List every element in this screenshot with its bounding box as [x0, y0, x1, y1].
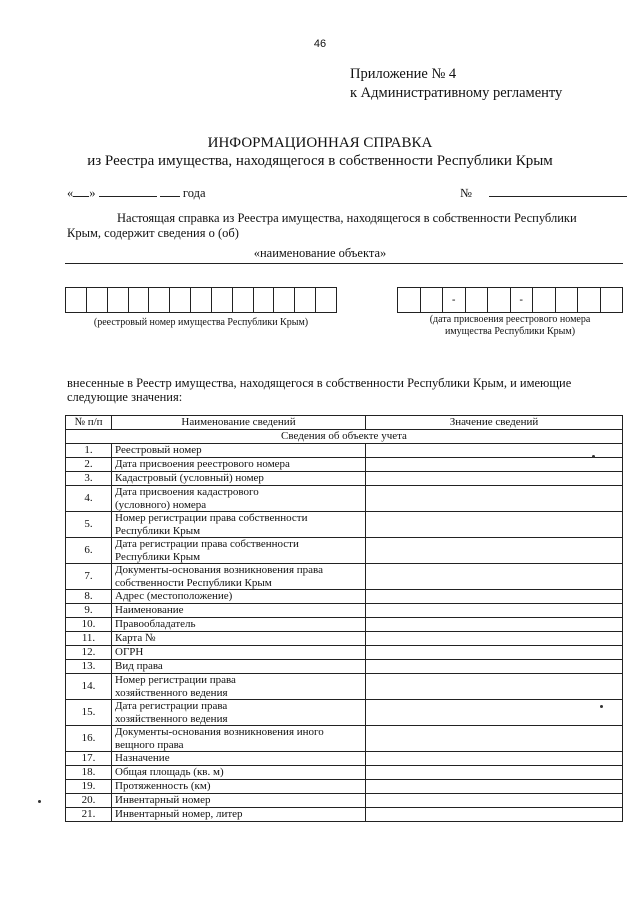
row-name-line: хозяйственного ведения — [115, 686, 228, 699]
box-cell — [466, 288, 489, 312]
row-number: 19. — [66, 780, 112, 794]
row-name — [112, 604, 366, 618]
row-name — [112, 538, 366, 564]
date-dash: - — [511, 288, 534, 312]
registry-number-caption: (реестровый номер имущества Республики Крым) — [93, 317, 309, 328]
row-number: 10. — [66, 618, 112, 632]
row-number: 21. — [66, 808, 112, 822]
row-value — [366, 538, 623, 564]
table-header-row — [66, 416, 623, 430]
table-row — [66, 780, 623, 794]
row-name — [112, 726, 366, 752]
box-cell — [191, 288, 212, 312]
box-cell — [488, 288, 511, 312]
row-value — [366, 486, 623, 512]
document-title: ИНФОРМАЦИОННАЯ СПРАВКА — [207, 135, 433, 151]
table-row — [66, 674, 623, 700]
row-name-line: Республики Крым — [115, 524, 201, 537]
row-value — [366, 618, 623, 632]
row-name-line: Документы-основания возникновения иного — [115, 726, 324, 738]
date-dash: - — [443, 288, 466, 312]
day-blank — [73, 185, 89, 197]
entered-line-2: следующие значения: — [67, 390, 183, 404]
row-value — [366, 444, 623, 458]
date-line — [67, 185, 206, 201]
registry-info-table — [65, 415, 623, 822]
table-row — [66, 808, 623, 822]
row-value — [366, 674, 623, 700]
box-cell — [233, 288, 254, 312]
row-name — [112, 472, 366, 486]
row-number: 17. — [66, 752, 112, 766]
row-name-line: ОГРН — [115, 646, 144, 659]
table-row — [66, 444, 623, 458]
row-name-line: Документы-основания возникновения права — [115, 564, 323, 576]
col-header-value: Значение сведений — [366, 416, 623, 430]
appendix-line-1: Приложение № 4 — [350, 66, 457, 82]
row-name-line: Карта № — [115, 632, 156, 645]
row-value — [366, 512, 623, 538]
box-cell — [601, 288, 623, 312]
row-name-line: Реестровый номер — [115, 444, 202, 457]
row-number: 1. — [66, 444, 112, 458]
box-cell — [129, 288, 150, 312]
scan-mark — [592, 455, 595, 458]
row-name — [112, 564, 366, 590]
box-cell — [254, 288, 275, 312]
row-name — [112, 766, 366, 780]
row-name-line: хозяйственного ведения — [115, 712, 228, 725]
row-name-line: Назначение — [115, 752, 170, 765]
row-name — [112, 646, 366, 660]
row-name — [112, 632, 366, 646]
table-row — [66, 752, 623, 766]
row-number: 7. — [66, 564, 112, 590]
page-number: 46 — [313, 38, 327, 50]
row-name-line: Инвентарный номер, литер — [115, 808, 243, 821]
table-row — [66, 472, 623, 486]
table-row — [66, 794, 623, 808]
row-value — [366, 564, 623, 590]
row-name-line: Дата регистрации права — [115, 700, 228, 712]
row-value — [366, 590, 623, 604]
table-row — [66, 604, 623, 618]
number-line — [460, 185, 627, 201]
box-cell — [66, 288, 87, 312]
row-name — [112, 674, 366, 700]
row-value — [366, 794, 623, 808]
row-name-line: Номер регистрации права — [115, 674, 236, 686]
row-name-line: Инвентарный номер — [115, 794, 211, 807]
box-cell — [421, 288, 444, 312]
row-value — [366, 458, 623, 472]
table-row — [66, 766, 623, 780]
row-number: 4. — [66, 486, 112, 512]
table-row — [66, 512, 623, 538]
row-number: 8. — [66, 590, 112, 604]
table-row — [66, 458, 623, 472]
row-name-line: собственности Республики Крым — [115, 576, 272, 589]
row-value — [366, 780, 623, 794]
table-row — [66, 486, 623, 512]
row-name-line: (условного) номера — [115, 498, 207, 511]
row-number: 2. — [66, 458, 112, 472]
registry-date-caption-line-2: имущества Республики Крым) — [444, 326, 576, 337]
row-number: 9. — [66, 604, 112, 618]
row-name-line: Республики Крым — [115, 550, 201, 563]
quote-close: » — [89, 186, 96, 200]
row-name-line: Номер регистрации права собственности — [115, 512, 308, 524]
row-name — [112, 660, 366, 674]
registry-number-boxes — [65, 287, 337, 313]
row-name-line: Наименование — [115, 604, 184, 617]
row-name — [112, 808, 366, 822]
box-cell — [149, 288, 170, 312]
row-name — [112, 752, 366, 766]
table-row — [66, 726, 623, 752]
object-name-placeholder: «наименование объекта» — [253, 246, 387, 260]
row-name — [112, 512, 366, 538]
scan-mark — [600, 705, 603, 708]
appendix-line-2: к Административному регламенту — [350, 85, 563, 101]
row-value — [366, 766, 623, 780]
row-value — [366, 700, 623, 726]
row-name-line: Вид права — [115, 660, 163, 673]
row-name-line: Правообладатель — [115, 618, 196, 631]
row-name-line: Адрес (местоположение) — [115, 590, 233, 603]
col-header-number: № п/п — [66, 416, 112, 430]
object-name-underline — [65, 263, 623, 264]
table-row — [66, 564, 623, 590]
row-number: 11. — [66, 632, 112, 646]
scan-mark — [38, 800, 41, 803]
row-value — [366, 632, 623, 646]
box-cell — [578, 288, 601, 312]
row-name — [112, 590, 366, 604]
document-subtitle: из Реестра имущества, находящегося в собственности Республики Крым — [87, 153, 553, 169]
box-cell — [212, 288, 233, 312]
registry-date-caption-line-1: (дата присвоения реестрового номера — [429, 314, 591, 325]
registry-date-caption — [397, 314, 623, 338]
row-name-line: Дата регистрации права собственности — [115, 538, 299, 550]
row-name-line: Общая площадь (кв. м) — [115, 766, 224, 779]
row-number: 13. — [66, 660, 112, 674]
row-number: 16. — [66, 726, 112, 752]
year-word: года — [182, 186, 206, 200]
row-value — [366, 808, 623, 822]
number-sign: № — [460, 186, 472, 200]
row-number: 14. — [66, 674, 112, 700]
section-title: Сведения об объекте учета — [66, 430, 623, 444]
number-blank — [489, 185, 627, 197]
month-blank — [99, 185, 157, 197]
intro-line-1: Настоящая справка из Реестра имущества, находящегося в собственности Республики — [117, 211, 577, 225]
box-cell — [533, 288, 556, 312]
row-number: 18. — [66, 766, 112, 780]
row-name — [112, 444, 366, 458]
table-row — [66, 618, 623, 632]
row-name-line: Протяженность (км) — [115, 780, 211, 793]
row-value — [366, 726, 623, 752]
row-number: 3. — [66, 472, 112, 486]
row-name — [112, 780, 366, 794]
table-row — [66, 660, 623, 674]
col-header-name: Наименование сведений — [112, 416, 366, 430]
box-cell — [556, 288, 579, 312]
row-value — [366, 660, 623, 674]
row-name — [112, 700, 366, 726]
table-row — [66, 646, 623, 660]
registry-date-boxes — [397, 287, 623, 313]
row-name — [112, 618, 366, 632]
row-name-line: Дата присвоения реестрового номера — [115, 458, 290, 471]
row-value — [366, 752, 623, 766]
box-cell — [170, 288, 191, 312]
entered-line-1: внесенные в Реестр имущества, находящегося в собственности Республики Крым, и имеющие — [67, 376, 572, 390]
table-row — [66, 538, 623, 564]
section-row — [66, 430, 623, 444]
row-value — [366, 646, 623, 660]
row-value — [366, 472, 623, 486]
intro-line-2: Крым, содержит сведения о (об) — [67, 226, 239, 240]
row-number: 15. — [66, 700, 112, 726]
box-cell — [295, 288, 316, 312]
quote-open: « — [67, 186, 74, 200]
table-row — [66, 632, 623, 646]
row-number: 5. — [66, 512, 112, 538]
row-name-line: Кадастровый (условный) номер — [115, 472, 264, 485]
row-name-line: вещного права — [115, 738, 184, 751]
table-row — [66, 700, 623, 726]
box-cell — [274, 288, 295, 312]
row-name — [112, 486, 366, 512]
box-cell — [87, 288, 108, 312]
box-cell — [398, 288, 421, 312]
box-cell — [108, 288, 129, 312]
row-value — [366, 604, 623, 618]
row-number: 12. — [66, 646, 112, 660]
row-name — [112, 794, 366, 808]
row-number: 20. — [66, 794, 112, 808]
row-name — [112, 458, 366, 472]
row-name-line: Дата присвоения кадастрового — [115, 486, 259, 498]
year-blank — [160, 185, 180, 197]
table-row — [66, 590, 623, 604]
box-cell — [316, 288, 336, 312]
row-number: 6. — [66, 538, 112, 564]
